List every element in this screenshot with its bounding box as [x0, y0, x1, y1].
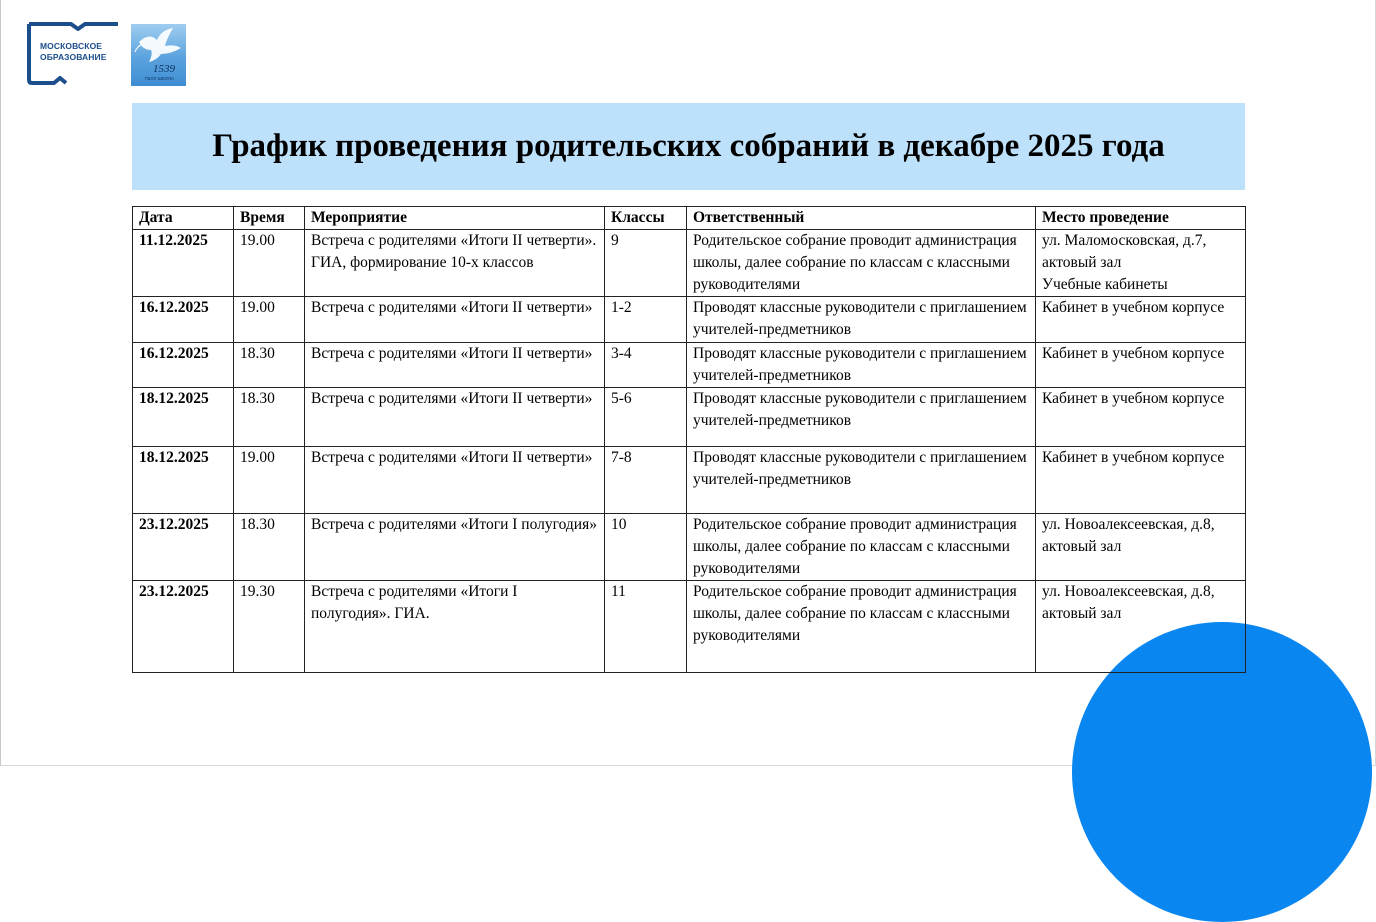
- logo-text-line2: ОБРАЗОВАНИЕ: [40, 52, 107, 62]
- cell-time: 18.30: [234, 343, 305, 388]
- cell-place: Кабинет в учебном корпусе: [1036, 297, 1246, 343]
- cell-date: 18.12.2025: [133, 447, 234, 514]
- cell-place: Кабинет в учебном корпусе: [1036, 388, 1246, 447]
- cell-event: Встреча с родителями «Итоги II четверти»: [305, 343, 605, 388]
- cell-event: Встреча с родителями «Итоги II четверти». ГИА, формирование 10-х классов: [305, 230, 605, 297]
- table-row: [133, 297, 1246, 343]
- cell-classes: 10: [605, 514, 687, 581]
- cell-classes: 1-2: [605, 297, 687, 343]
- cell-place: ул. Новоалексеевская, д.8, актовый зал: [1036, 514, 1246, 581]
- table-row: [133, 581, 1246, 673]
- school-number: 1539: [153, 63, 175, 75]
- cell-date: 11.12.2025: [133, 230, 234, 297]
- cell-time: 19.00: [234, 447, 305, 514]
- header-classes: Классы: [605, 207, 687, 230]
- cell-classes: 9: [605, 230, 687, 297]
- school-logo: [131, 24, 186, 86]
- header-date: Дата: [133, 207, 234, 230]
- cell-time: 19.00: [234, 297, 305, 343]
- cell-date: 23.12.2025: [133, 514, 234, 581]
- moscow-education-logo: [26, 20, 121, 86]
- table-row: [133, 447, 1246, 514]
- cell-responsible: Проводят классные руководители с приглашением учителей-предметников: [687, 343, 1036, 388]
- table-row: [133, 388, 1246, 447]
- cell-place: Кабинет в учебном корпусе: [1036, 447, 1246, 514]
- page-title: График проведения родительских собраний в декабре 2025 года: [212, 128, 1165, 164]
- table-row: [133, 514, 1246, 581]
- cell-time: 18.30: [234, 514, 305, 581]
- cell-responsible: Проводят классные руководители с приглашением учителей-предметников: [687, 388, 1036, 447]
- cell-event: Встреча с родителями «Итоги I полугодия». ГИА.: [305, 581, 605, 673]
- header-responsible: Ответственный: [687, 207, 1036, 230]
- table-row: [133, 343, 1246, 388]
- title-band: [132, 103, 1245, 190]
- cell-classes: 7-8: [605, 447, 687, 514]
- school-subtitle: ГБОУ ШКОЛА: [145, 76, 174, 81]
- header-time: Время: [234, 207, 305, 230]
- table-header-row: [133, 207, 1246, 230]
- cell-classes: 11: [605, 581, 687, 673]
- cell-responsible: Проводят классные руководители с приглашением учителей-предметников: [687, 447, 1036, 514]
- cell-responsible: Родительское собрание проводит администрация школы, далее собрание по классам с классными руководителями: [687, 581, 1036, 673]
- cell-date: 23.12.2025: [133, 581, 234, 673]
- table-row: [133, 230, 1246, 297]
- cell-time: 19.30: [234, 581, 305, 673]
- cell-event: Встреча с родителями «Итоги I полугодия»: [305, 514, 605, 581]
- cell-classes: 3-4: [605, 343, 687, 388]
- cell-place: ул. Новоалексеевская, д.8, актовый зал: [1036, 581, 1246, 673]
- cell-date: 18.12.2025: [133, 388, 234, 447]
- cell-classes: 5-6: [605, 388, 687, 447]
- cell-date: 16.12.2025: [133, 297, 234, 343]
- cell-place: ул. Маломосковская, д.7, актовый зал Учебные кабинеты: [1036, 230, 1246, 297]
- cell-responsible: Проводят классные руководители с приглашением учителей-предметников: [687, 297, 1036, 343]
- schedule-table: [132, 206, 1246, 673]
- cell-event: Встреча с родителями «Итоги II четверти»: [305, 388, 605, 447]
- cell-responsible: Родительское собрание проводит администрация школы, далее собрание по классам с классными руководителями: [687, 514, 1036, 581]
- cell-event: Встреча с родителями «Итоги II четверти»: [305, 447, 605, 514]
- cell-event: Встреча с родителями «Итоги II четверти»: [305, 297, 605, 343]
- header-event: Мероприятие: [305, 207, 605, 230]
- cell-time: 19.00: [234, 230, 305, 297]
- header-place: Место проведение: [1036, 207, 1246, 230]
- cell-date: 16.12.2025: [133, 343, 234, 388]
- logo-text-line1: МОСКОВСКОЕ: [40, 41, 103, 51]
- cell-time: 18.30: [234, 388, 305, 447]
- cell-responsible: Родительское собрание проводит администрация школы, далее собрание по классам с классными руководителями: [687, 230, 1036, 297]
- cell-place: Кабинет в учебном корпусе: [1036, 343, 1246, 388]
